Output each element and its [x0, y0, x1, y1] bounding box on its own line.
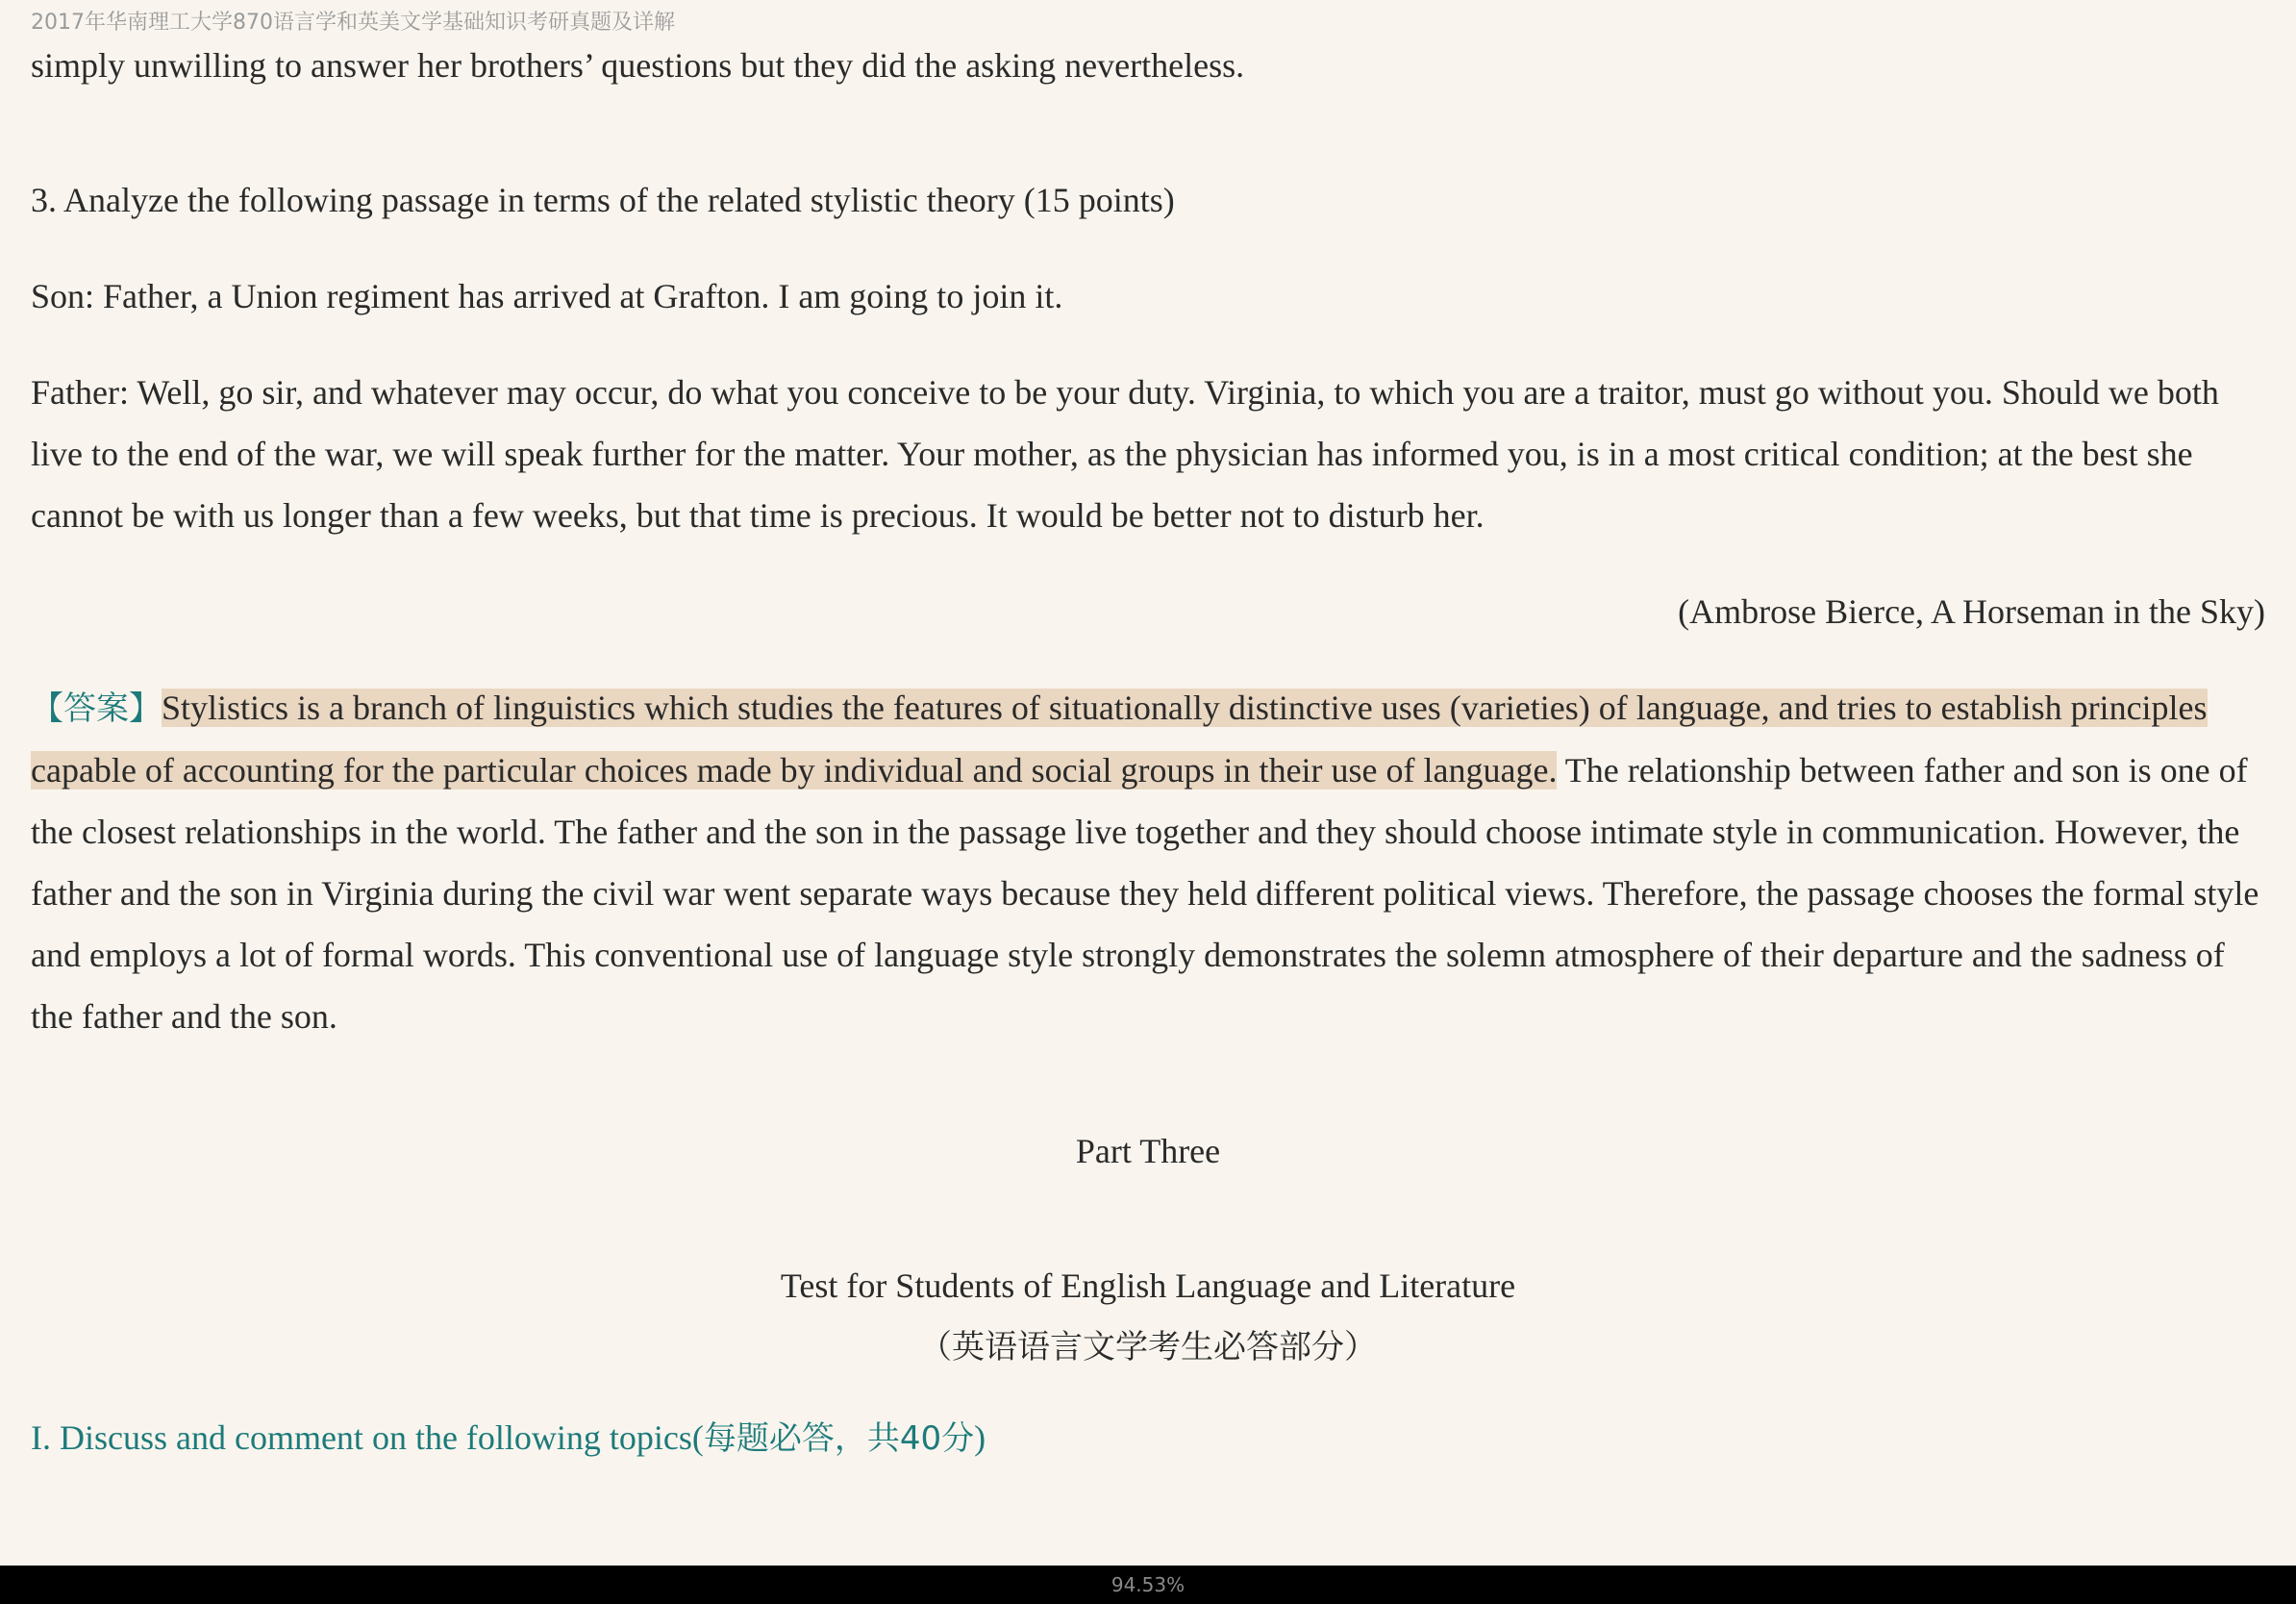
running-header: 2017年华南理工大学870语言学和英美文学基础知识考研真题及详解	[31, 11, 675, 35]
passage-citation: (Ambrose Bierce, A Horseman in the Sky)	[1678, 592, 2265, 631]
answer-tag: 【答案】	[31, 689, 162, 728]
part-note: （英语语言文学考生必答部分）	[919, 1328, 1377, 1366]
section-heading	[31, 1407, 2265, 1469]
reading-progress-percent: 94.53%	[1111, 1573, 1185, 1596]
section-heading-zh: 每题必答，共40分	[703, 1419, 975, 1458]
question-3-heading: 3. Analyze the following passage in terms of the related stylistic theory (15 points)	[31, 181, 1175, 219]
section-heading-close: )	[974, 1418, 986, 1457]
document-content	[31, 35, 2265, 1469]
part-heading: Part Three	[1075, 1132, 1221, 1170]
previous-text-line: simply unwilling to answer her brothers’ questions but they did the asking nevertheless.	[31, 46, 1245, 85]
highlighted-text[interactable]: Stylistics is a branch of linguistics which studies the features of situationally distinctive uses (varieties) of language, and tries to establish principles capable of accounting for the particular choices made by individual and social groups in their use of language.	[31, 689, 2208, 789]
answer-paragraph	[31, 677, 2265, 1047]
reading-progress-bar	[0, 1566, 2296, 1604]
answer-body-text: The relationship between father and son is one of the closest relationships in the world. The father and the son in the passage live together and they should choose intimate style in communication. However, the father and the son in Virginia during the civil war went separate ways because they held different political views. Therefore, the passage chooses the formal style and employs a lot of formal words. This conventional use of language style strongly demonstrates the solemn atmosphere of their departure and the sadness of the father and the son.	[31, 751, 2259, 1036]
part-subheading: Test for Students of English Language and Literature	[780, 1266, 1516, 1305]
section-heading-en: I. Discuss and comment on the following topics(	[31, 1418, 704, 1457]
dialogue-father: Father: Well, go sir, and whatever may occur, do what you conceive to be your duty. Virginia, to which you are a traitor, must go without you. Should we both live to the end of the war, we will speak further for the matter. Your mother, as the physician has informed you, is in a most critical condition; at the best she cannot be with us longer than a few weeks, but that time is precious. It would be better not to disturb her.	[31, 373, 2219, 535]
dialogue-son: Son: Father, a Union regiment has arrived at Grafton. I am going to join it.	[31, 277, 1063, 315]
